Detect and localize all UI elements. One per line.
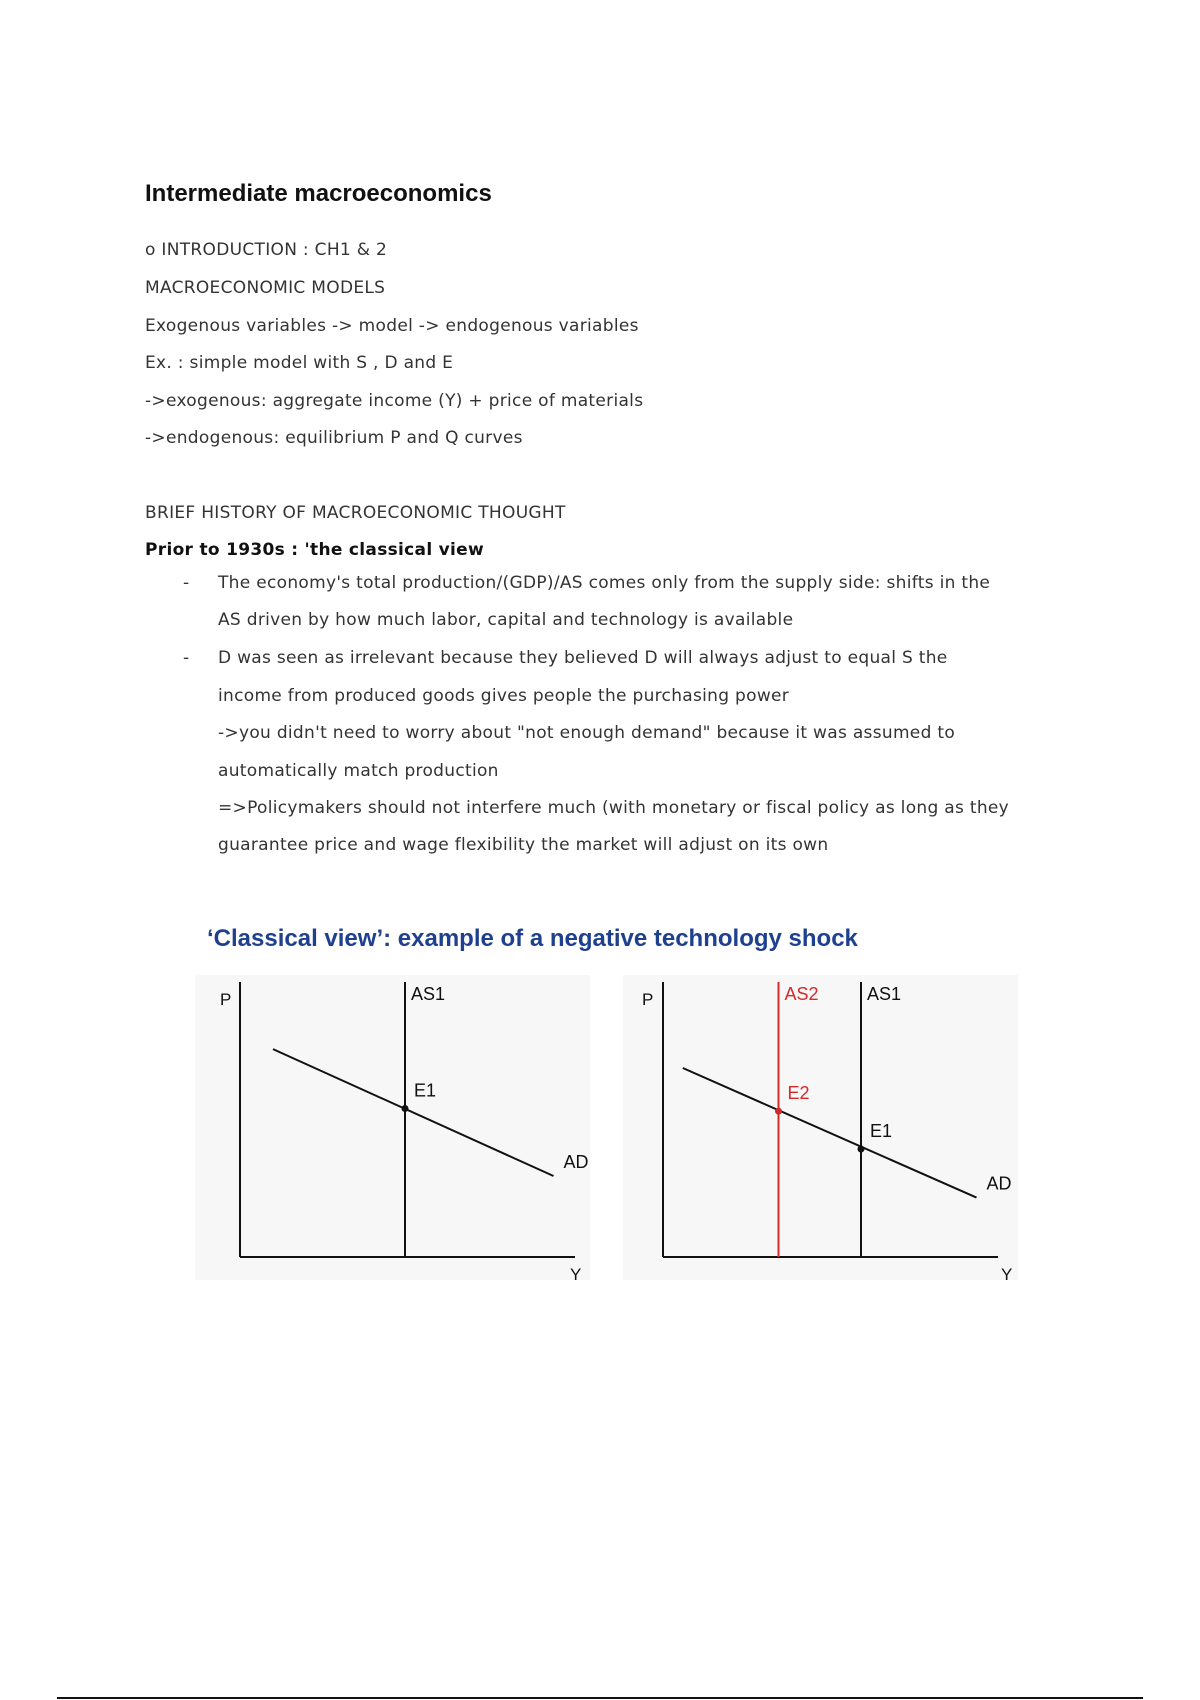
classical-heading: Prior to 1930s : 'the classical view bbox=[145, 540, 485, 560]
ad-label-after-shock: AD bbox=[986, 1173, 1012, 1194]
exogenous-line: Exogenous variables -> model -> endogenous variables bbox=[145, 316, 639, 336]
as2-label-after-shock: AS2 bbox=[784, 984, 819, 1004]
history-heading: BRIEF HISTORY OF MACROECONOMIC THOUGHT bbox=[145, 503, 566, 523]
e1-label-before-shock: E1 bbox=[414, 1080, 437, 1101]
bullet-marker-1: - bbox=[183, 573, 190, 593]
classical-view-chart bbox=[195, 970, 1045, 1290]
e1-label-after-shock: E1 bbox=[870, 1121, 893, 1141]
as1-label-before-shock: AS1 bbox=[411, 984, 446, 1004]
exogenous-list: ->exogenous: aggregate income (Y) + price of materials bbox=[145, 391, 644, 411]
e1-point-before-shock bbox=[402, 1105, 409, 1112]
example-line: Ex. : simple model with S , D and E bbox=[145, 353, 454, 373]
footer-rule bbox=[57, 1697, 1143, 1699]
ad-label-before-shock: AD bbox=[563, 1152, 589, 1172]
bullet1-line2: AS driven by how much labor, capital and technology is available bbox=[218, 610, 794, 630]
x-axis-label-before-shock: Y bbox=[570, 1265, 582, 1284]
chart-panel-bg-before-shock bbox=[195, 975, 590, 1280]
bullet2-line6: guarantee price and wage flexibility the market will adjust on its own bbox=[218, 835, 829, 855]
bullet2-line3: ->you didn't need to worry about "not enough demand" because it was assumed to bbox=[218, 723, 956, 743]
bullet2-line4: automatically match production bbox=[218, 761, 499, 781]
bullet2-line2: income from produced goods gives people the purchasing power bbox=[218, 686, 790, 706]
x-axis-label-after-shock: Y bbox=[1001, 1265, 1013, 1284]
y-axis-label-before-shock: P bbox=[220, 990, 232, 1009]
document-title: Intermediate macroeconomics bbox=[145, 180, 492, 207]
models-heading: MACROECONOMIC MODELS bbox=[145, 278, 386, 298]
intro-line: o INTRODUCTION : CH1 & 2 bbox=[145, 240, 388, 260]
chart-panel-bg-after-shock bbox=[623, 975, 1018, 1280]
bullet2-line1: D was seen as irrelevant because they believed D will always adjust to equal S the bbox=[218, 648, 948, 668]
e2-point-after-shock bbox=[775, 1108, 782, 1115]
bullet2-line5: =>Policymakers should not interfere much (with monetary or fiscal policy as long as they bbox=[218, 798, 1010, 818]
chart-title: ‘Classical view’: example of a negative technology shock bbox=[207, 925, 858, 952]
e1-point-after-shock bbox=[858, 1146, 865, 1153]
bullet-marker-2: - bbox=[183, 648, 190, 668]
e2-label-after-shock: E2 bbox=[787, 1083, 810, 1104]
endogenous-list: ->endogenous: equilibrium P and Q curves bbox=[145, 428, 523, 448]
bullet1-line1: The economy's total production/(GDP)/AS comes only from the supply side: shifts in the bbox=[218, 573, 991, 593]
y-axis-label-after-shock: P bbox=[642, 990, 654, 1009]
as1-label-after-shock: AS1 bbox=[867, 984, 902, 1004]
